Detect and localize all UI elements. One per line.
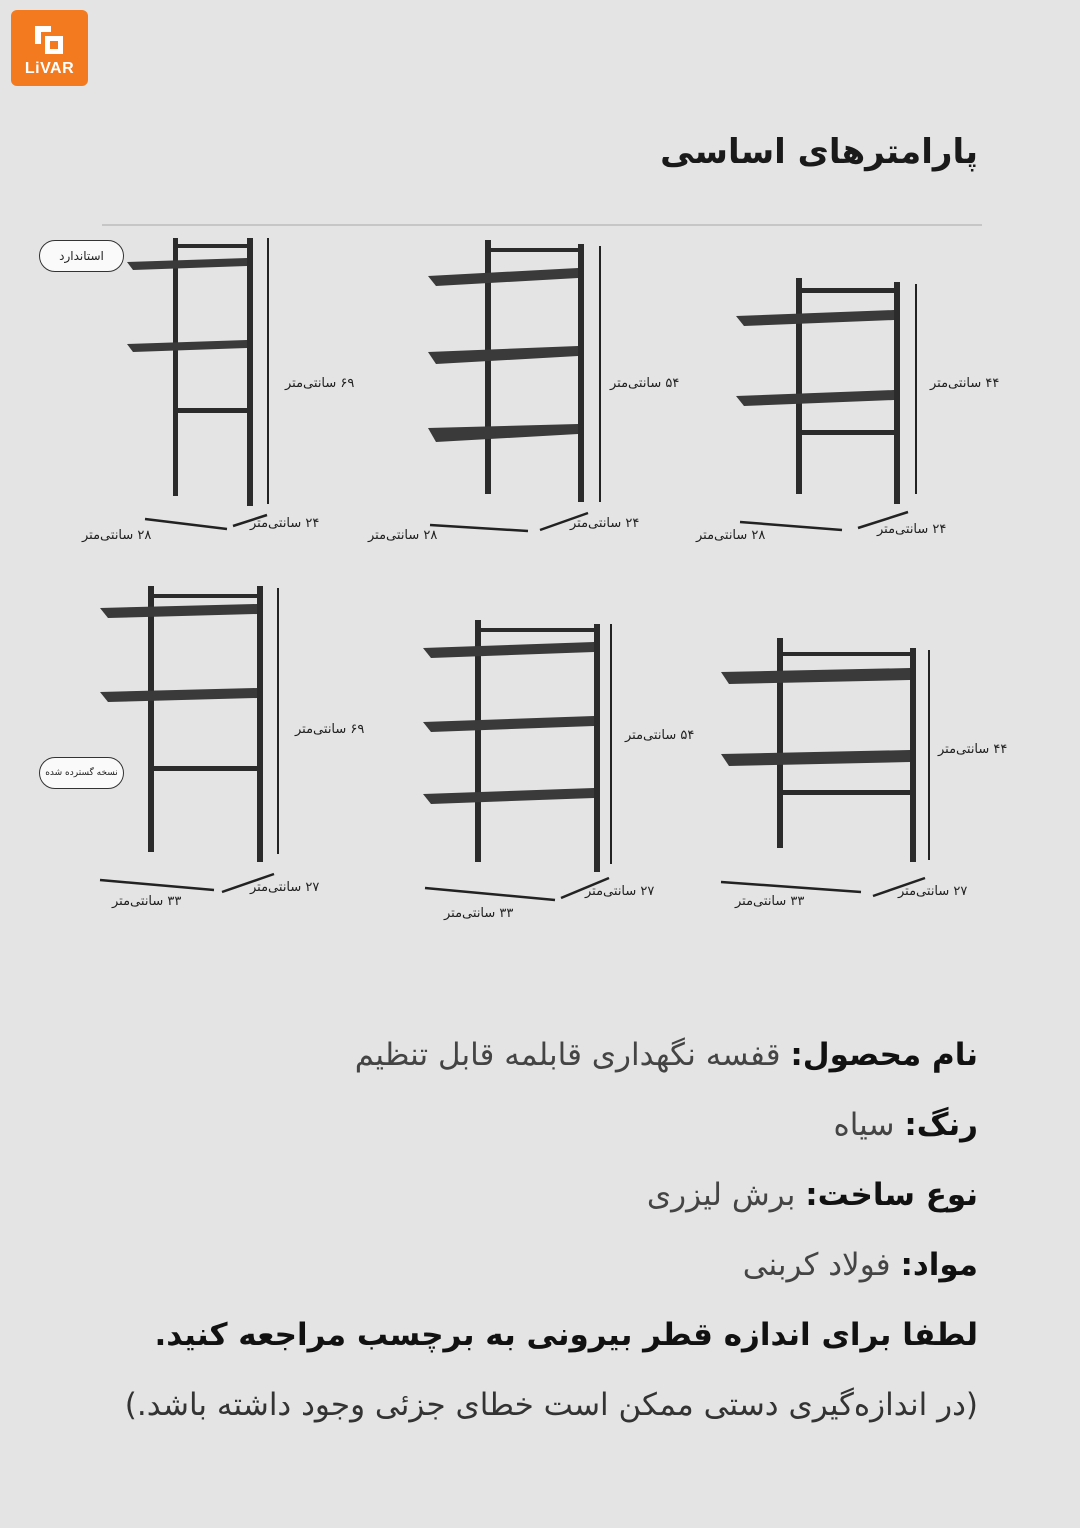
livar-logo bbox=[11, 10, 88, 86]
logo-text: LiVAR bbox=[24, 60, 75, 77]
livar-logo-mark-icon bbox=[31, 22, 67, 58]
spec-material-label: مواد: bbox=[900, 1247, 978, 1283]
rack-1-width-label: ۲۸ سانتی‌متر bbox=[82, 528, 152, 543]
spec-product-name-value: قفسه نگهداری قابلمه قابل تنظیم bbox=[354, 1037, 781, 1073]
rack-5-height-label: ۵۴ سانتی‌متر bbox=[625, 728, 695, 743]
spec-product-name-label: نام محصول: bbox=[790, 1037, 978, 1073]
spec-color-label: رنگ: bbox=[904, 1107, 978, 1143]
rack-illustration-2 bbox=[360, 228, 660, 558]
title-divider bbox=[102, 224, 982, 226]
rack-illustration-3 bbox=[690, 270, 990, 560]
rack-6-height-label: ۴۴ سانتی‌متر bbox=[938, 742, 1008, 757]
rack-5-depth-label: ۲۷ سانتی‌متر bbox=[585, 884, 655, 899]
rack-3-height-label: ۴۴ سانتی‌متر bbox=[930, 376, 1000, 391]
rack-2-width-label: ۲۸ سانتی‌متر bbox=[368, 528, 438, 543]
rack-2-depth-label: ۲۴ سانتی‌متر bbox=[570, 516, 640, 531]
rack-6-depth-label: ۲۷ سانتی‌متر bbox=[898, 884, 968, 899]
rack-illustration-4 bbox=[60, 578, 380, 898]
rack-6-width-label: ۳۳ سانتی‌متر bbox=[735, 894, 805, 909]
rack-3-width-label: ۲۸ سانتی‌متر bbox=[696, 528, 766, 543]
spec-color bbox=[48, 1100, 978, 1170]
spec-color-value: سیاه bbox=[833, 1107, 895, 1143]
rack-4-width-label: ۳۳ سانتی‌متر bbox=[112, 894, 182, 909]
rack-3-depth-label: ۲۴ سانتی‌متر bbox=[877, 522, 947, 537]
rack-illustration-6 bbox=[705, 630, 1008, 910]
page-title: پارامترهای اساسی bbox=[660, 132, 978, 172]
rack-illustration-1 bbox=[75, 228, 375, 558]
spec-build-type bbox=[48, 1170, 978, 1240]
rack-1-depth-label: ۲۴ سانتی‌متر bbox=[250, 516, 320, 531]
rack-illustration-5 bbox=[395, 610, 695, 910]
rack-5-width-label: ۳۳ سانتی‌متر bbox=[444, 906, 514, 921]
variant-badge-extended: نسخه گسترده شده bbox=[39, 757, 124, 789]
rack-2-height-label: ۵۴ سانتی‌متر bbox=[610, 376, 680, 391]
rack-1-height-label: ۶۹ سانتی‌متر bbox=[285, 376, 355, 391]
spec-build-type-value: برش لیزری bbox=[646, 1177, 796, 1213]
rack-4-depth-label: ۲۷ سانتی‌متر bbox=[250, 880, 320, 895]
rack-4-height-label: ۶۹ سانتی‌متر bbox=[295, 722, 365, 737]
spec-build-type-label: نوع ساخت: bbox=[805, 1177, 978, 1213]
spec-size-note: لطفا برای اندازه قطر بیرونی به برچسب مراجعه کنید. bbox=[154, 1317, 978, 1353]
variant-badge-standard: استاندارد bbox=[39, 240, 124, 272]
product-specs bbox=[48, 1030, 978, 1450]
spec-product-name bbox=[48, 1030, 978, 1100]
spec-material-value: فولاد کربنی bbox=[742, 1247, 891, 1283]
spec-error-note: (در اندازه‌گیری دستی ممکن است خطای جزئی وجود داشته باشد.) bbox=[124, 1387, 978, 1423]
spec-material bbox=[48, 1240, 978, 1310]
